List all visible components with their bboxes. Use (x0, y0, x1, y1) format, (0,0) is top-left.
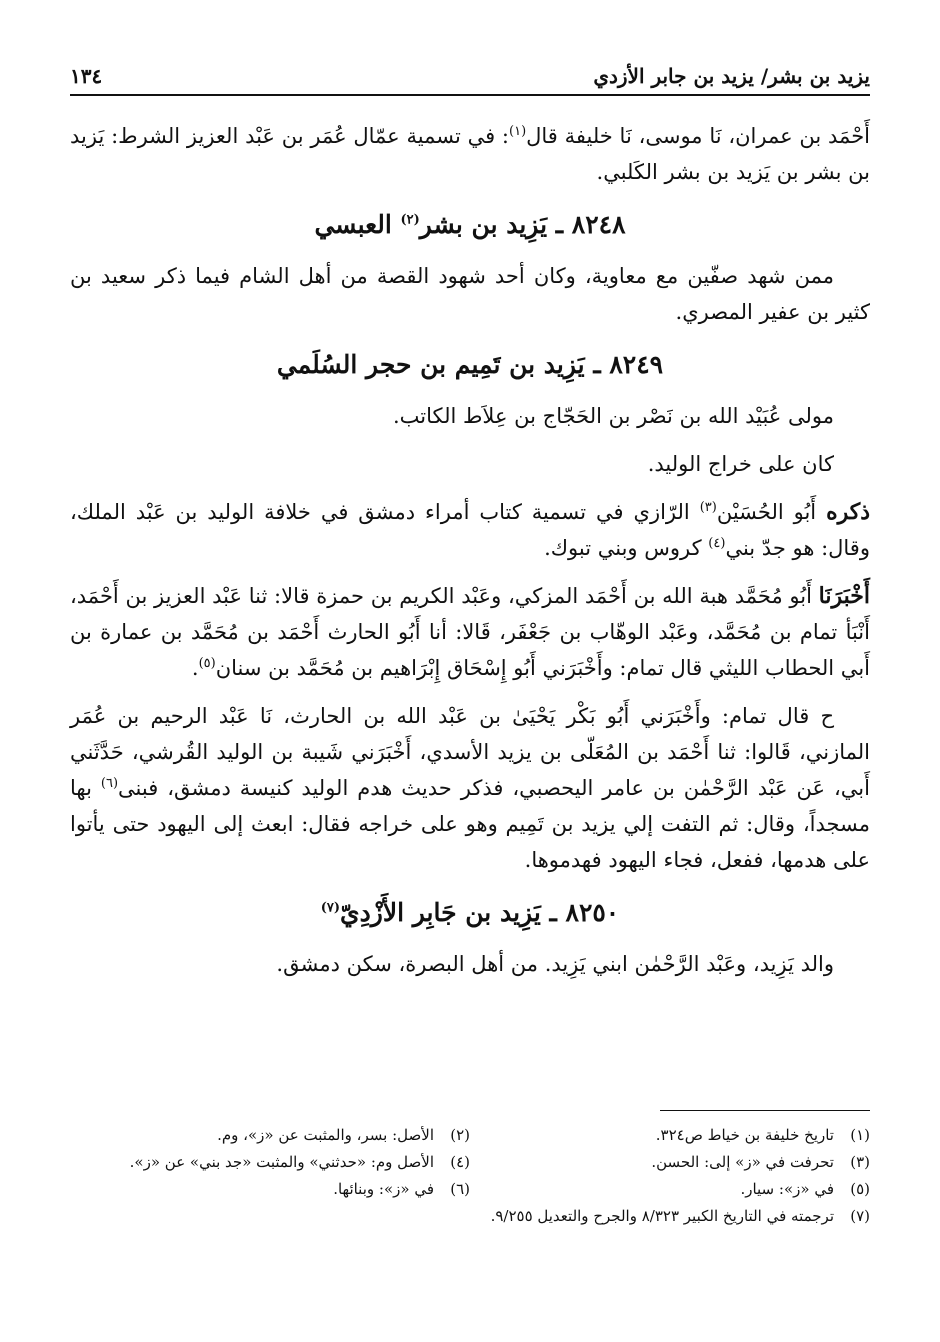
text-run: أَبُو مُحَمَّد هبة الله بن أَحْمَد المزكي، وعَبْد الكريم بن حمزة قالا: ثنا عَبْد العزيز بن أَحْمَد، أَنْبَأ تمام بن مُحَمَّد، وعَبْد الوهّاب بن جَعْفَر، قَالا: أنا أَبُو الحارث أَحْمَد بن مُحَمَّد بن عمارة بن أَبي الحطاب الليثي قال تمام: وأَخْبَرَني أَبُو إِسْحَاق إِبْرَاهيم بن مُحَمَّد بن سنان (70, 584, 870, 680)
intro-text-a: أَحْمَد بن عمران، نَا موسى، نَا خليفة قال (526, 124, 871, 148)
heading-text: العبسي (314, 210, 401, 239)
intro-paragraph (70, 118, 870, 190)
entry-8249-p3 (70, 494, 870, 566)
footnote-number: (١) (850, 1126, 870, 1144)
entry-heading-8250 (70, 892, 870, 934)
main-text (70, 118, 870, 982)
footnote-number: (٤) (450, 1153, 470, 1171)
footnote-number: (٦) (450, 1180, 470, 1198)
footnote-ref: (٦) (100, 776, 119, 791)
text-run: . (191, 656, 199, 680)
intro-text-b: : في تسمية عمّال عُمَر بن عَبْد العزيز الشرط: يَزيد بن بشر بن يَزيد بن بشر الكَلبي. (70, 124, 870, 184)
footnote (470, 1122, 870, 1149)
footnote-row (70, 1122, 870, 1149)
text-run: كروس وبني تبوك. (544, 536, 709, 560)
footnote (470, 1149, 870, 1176)
entry-heading-8249: ٨٢٤٩ ـ يَزِيد بن تَمِيم بن حجر السُلَمي (276, 350, 664, 379)
text-run: الرّازي في تسمية كتاب أمراء دمشق في خلافة الوليد بن عَبْد الملك، وقال: هو جدّ بني (70, 500, 870, 560)
footnote-number: (٢) (450, 1126, 470, 1144)
entry-8248-text: ممن شهد صفّين مع معاوية، وكان أحد شهود القصة من أهل الشام فيما ذكر سعيد بن كثير بن عفير المصري. (70, 264, 870, 324)
entry-8249-p1: مولى عُبَيْد الله بن نَصْر بن الحَجّاج بن عِلاَط الكاتب. (392, 404, 834, 428)
lead-word: أَخْبَرَنَا (818, 583, 870, 609)
heading-text: ٨٢٤٨ ـ يَزِيد بن بشر (419, 210, 626, 239)
running-title: يزيد بن بشر/ يزيد بن جابر الأزدي (593, 64, 870, 88)
footnote-ref: (٣) (699, 500, 717, 515)
entry-8249-p5 (70, 698, 870, 878)
footnote-text: الأصل وم: «حدثني» والمثبت «جد بني» عن «ز». (129, 1153, 434, 1171)
footnote (70, 1149, 470, 1176)
entry-8249-p4 (70, 578, 870, 686)
footnote-row (70, 1149, 870, 1176)
footnote-ref: (٢) (400, 212, 420, 228)
heading-text: ٨٢٥٠ ـ يَزِيد بن جَابِر الأَزْدِيّ (340, 898, 620, 927)
footnote-text: في «ز»: وبنائها. (333, 1180, 434, 1198)
page-number: ١٣٤ (70, 64, 103, 88)
footnote (70, 1122, 470, 1149)
entry-8249-p2: كان على خراج الوليد. (647, 452, 834, 476)
lead-word: ذكره (826, 499, 870, 525)
header-rule (70, 94, 870, 96)
footnote-text: في «ز»: سيار. (740, 1180, 834, 1198)
footnote-ref: (٧) (320, 900, 341, 916)
footnote-ref: (٥) (198, 656, 216, 671)
footnotes (70, 1122, 870, 1230)
text-run: أَبُو الحُسَيْن (716, 500, 827, 524)
footnote-row (70, 1176, 870, 1203)
footnote-text: الأصل: بسر، والمثبت عن «ز»، وم. (217, 1126, 434, 1144)
footnote (70, 1176, 470, 1203)
footnote-number: (٧) (850, 1207, 870, 1225)
footnote-ref: (١) (509, 124, 527, 139)
footnote-text: تاريخ خليفة بن خياط ص٣٢٤. (655, 1126, 834, 1144)
text-run: ح قال تمام: وأَخْبَرَني أَبُو بَكْر يَحْيَىٰ بن عَبْد الله بن الحارث، نَا عَبْد الرحيم بن عُمَر المازني، قَالوا: ثنا أَحْمَد بن المُعَلّى بن يزيد الأسدي، أَخْبَرَني شَيبة بن الوليد القُرشي، حَدَّثَني أَبي، عَن عَبْد الرَّحْمٰن بن عامر اليحصبي، فذكر حديث هدم الوليد كنيسة دمشق، فبنى (70, 704, 870, 800)
footnote-row (70, 1203, 870, 1230)
footnote (470, 1203, 870, 1230)
page-header (70, 48, 870, 88)
footnote-rule (660, 1110, 870, 1111)
entry-heading-8248 (70, 204, 870, 246)
text-run: بها مسجداً، وقال: ثم التفت إلي يزيد بن تَمِيم وهو على خراجه فقال: ابعث إلى اليهود حتى يأتوا على هدمها، ففعل، فجاء اليهود فهدموها. (70, 776, 870, 872)
footnote-number: (٥) (850, 1180, 870, 1198)
footnote-ref: (٤) (708, 536, 726, 551)
footnote (470, 1176, 870, 1203)
entry-8250-text: والد يَزِيد، وعَبْد الرَّحْمٰن ابني يَزِيد. من أهل البصرة، سكن دمشق. (276, 952, 834, 976)
footnote-text: تحرفت في «ز» إلى: الحسن. (651, 1153, 834, 1171)
footnote-text: ترجمته في التاريخ الكبير ٨/٣٢٣ والجرح والتعديل ٩/٢٥٥. (490, 1207, 834, 1225)
footnote-number: (٣) (850, 1153, 870, 1171)
